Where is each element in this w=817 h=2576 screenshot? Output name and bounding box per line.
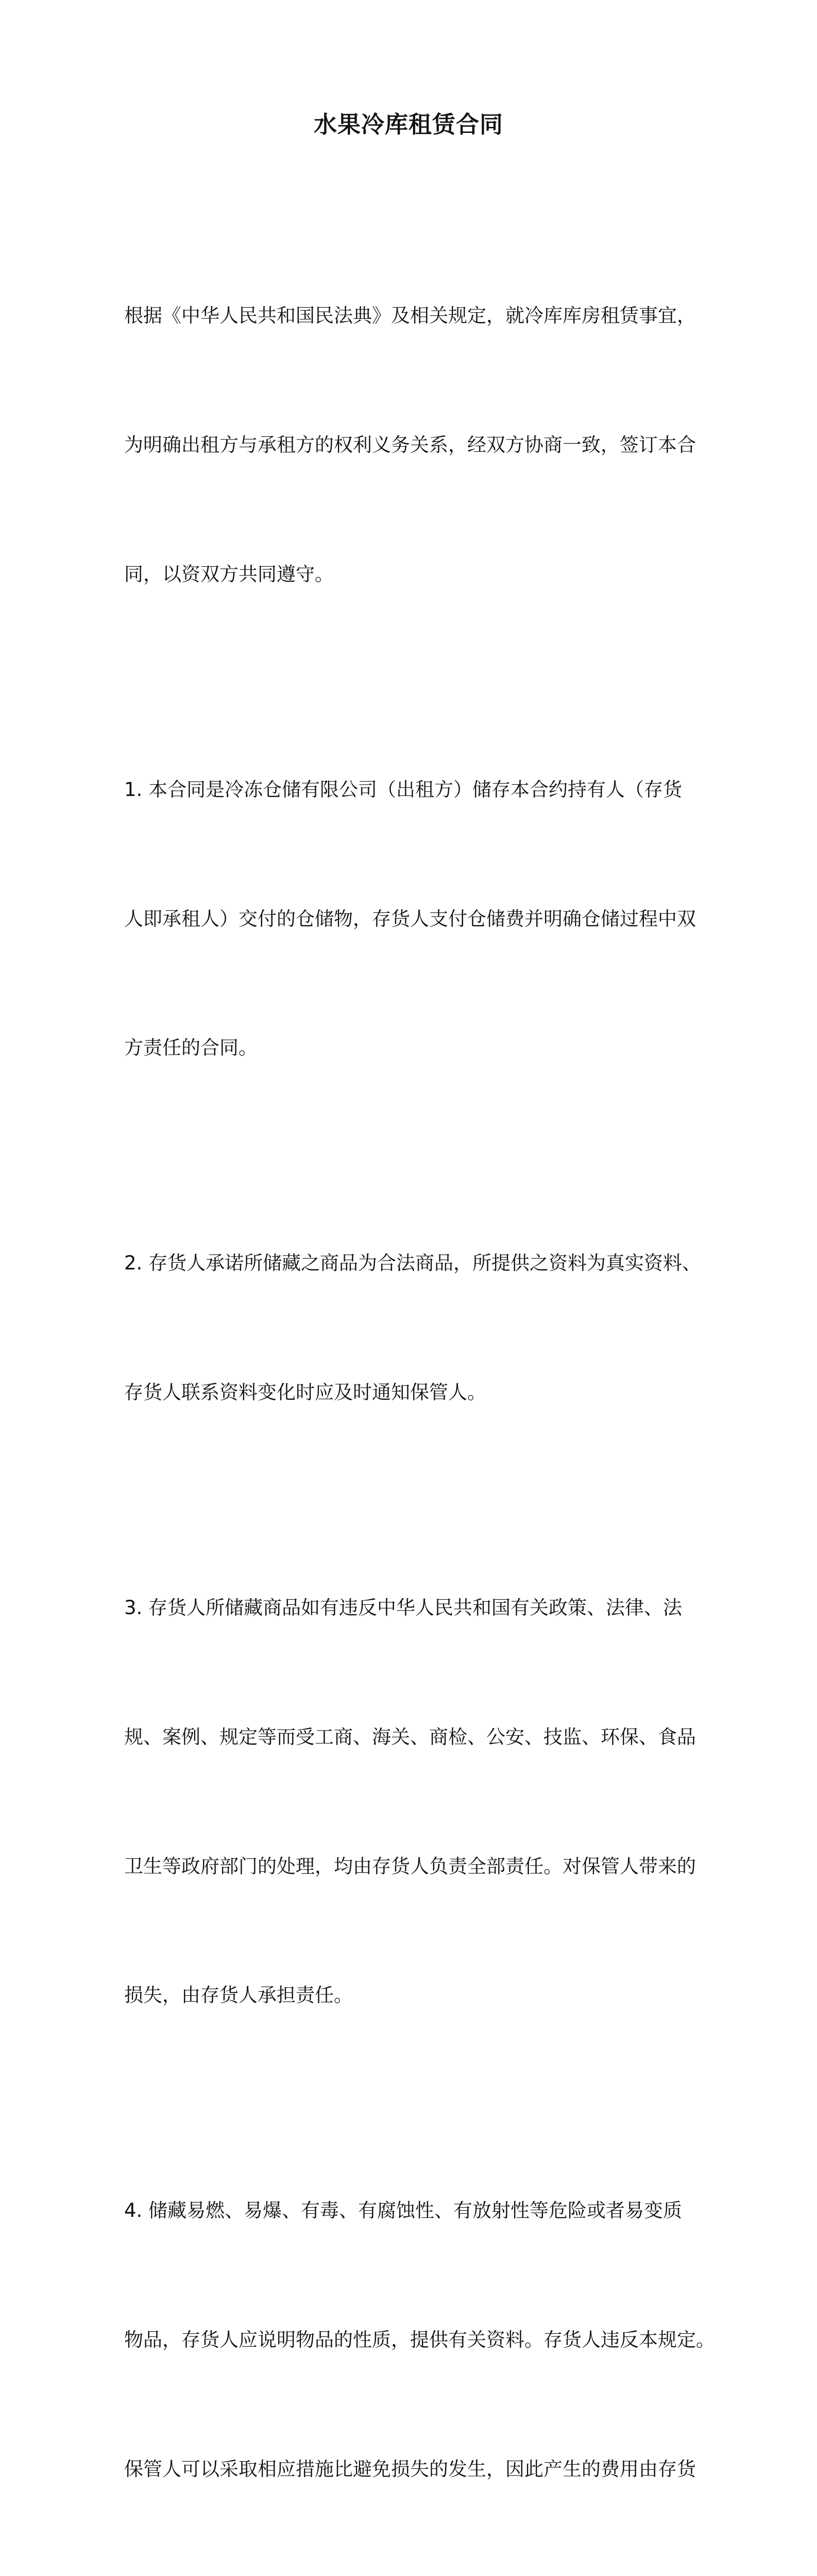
paragraph-line: 人即承租人）交付的仓储物，存货人支付仓储费并明确仓储过程中双: [124, 907, 696, 930]
paragraph-line: 4. 储藏易燃、易爆、有毒、有腐蚀性、有放射性等危险或者易变质: [124, 2199, 683, 2222]
paragraph-line: 方责任的合同。: [124, 1037, 258, 1059]
paragraph-line: 1. 本合同是冷冻仓储有限公司（出租方）储存本合约持有人（存货: [124, 778, 683, 801]
paragraph-line: 同，以资双方共同遵守。: [124, 563, 334, 585]
paragraph-line: 物品，存货人应说明物品的性质，提供有关资料。存货人违反本规定。: [124, 2329, 715, 2351]
paragraph-line: 损失，由存货人承担责任。: [124, 1984, 353, 2007]
paragraph-line: 为明确出租方与承租方的权利义务关系，经双方协商一致，签订本合: [124, 433, 696, 456]
paragraph-clause-4: [124, 2103, 715, 2576]
paragraph-line: 3. 存货人所储藏商品如有违反中华人民共和国有关政策、法律、法: [124, 1597, 683, 1619]
paragraph-line: 根据《中华人民共和国民法典》及相关规定，就冷库库房租赁事宜，: [124, 304, 696, 327]
paragraph-line: 保管人可以采取相应措施比避免损失的发生，因此产生的费用由存货: [124, 2458, 696, 2480]
paragraph-clause-2: [124, 1156, 701, 1500]
paragraph-line: 卫生等政府部门的处理，均由存货人负责全部责任。对保管人带来的: [124, 1855, 696, 1877]
paragraph-line: 2. 存货人承诺所储藏之商品为合法商品，所提供之资料为真实资料、: [124, 1252, 702, 1275]
paragraph-clause-1: [124, 682, 701, 1156]
paragraph-clause-3: [124, 1500, 701, 2103]
document-body: [124, 208, 715, 2576]
paragraph-line: 存货人联系资料变化时应及时通知保管人。: [124, 1381, 486, 1404]
document-title: 水果冷库租赁合同: [313, 111, 503, 138]
paragraph-preamble: [124, 208, 701, 682]
paragraph-line: 规、案例、规定等而受工商、海关、商检、公安、技监、环保、食品: [124, 1725, 696, 1748]
